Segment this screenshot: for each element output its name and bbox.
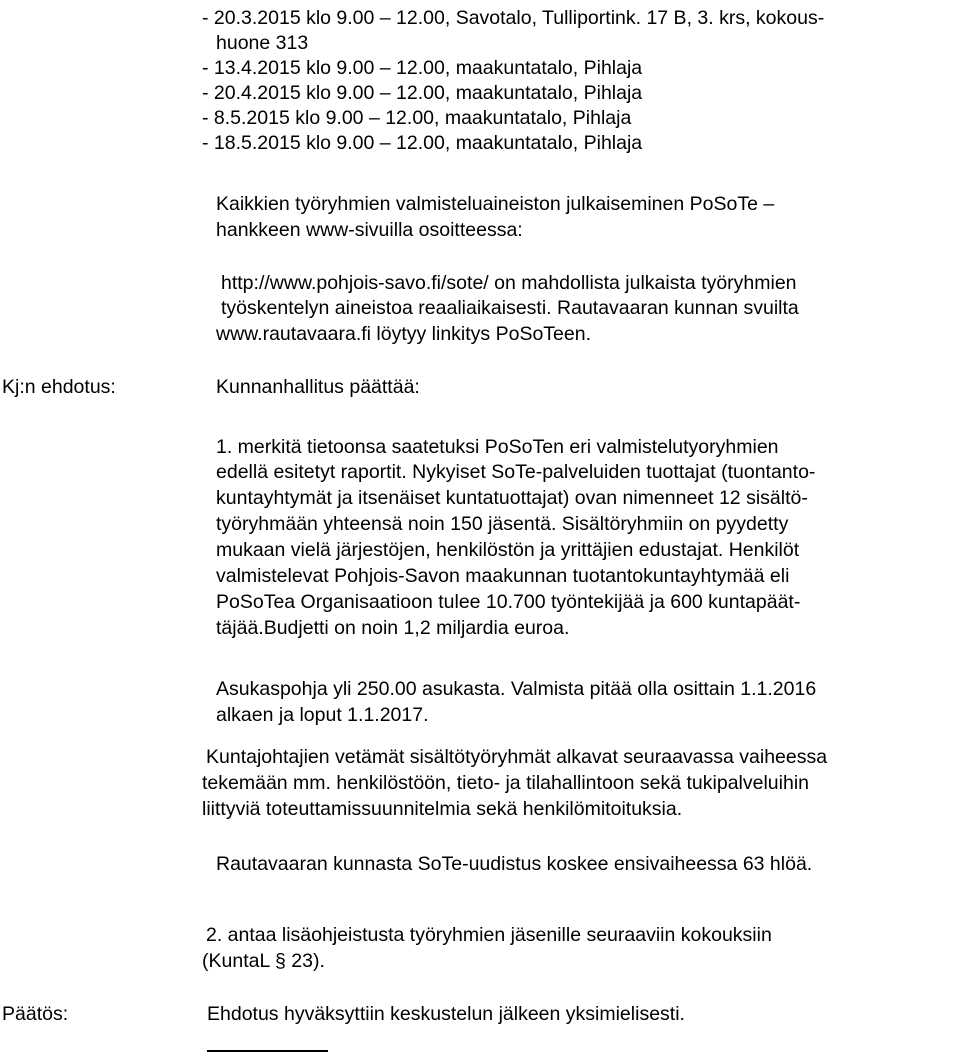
publication-line: hankkeen www-sivuilla osoitteessa: — [216, 219, 523, 241]
url-line: http://www.pohjois-savo.fi/sote/ on mahdollista julkaista työryhmien — [221, 272, 797, 294]
population-line: alkaen ja loput 1.1.2017. — [216, 704, 429, 726]
item1-line: 1. merkitä tietoonsa saatetuksi PoSoTen eri valmistelutyoryhmien — [216, 436, 779, 458]
rautavaara-line: Rautavaaran kunnasta SoTe-uudistus koskee ensivaiheessa 63 hlöä. — [216, 853, 813, 875]
managers-line: liittyviä toteuttamissuunnitelmia sekä henkilömitoituksia. — [202, 798, 683, 820]
schedule-line: - 13.4.2015 klo 9.00 – 12.00, maakuntatalo, Pihlaja — [202, 57, 643, 79]
item2-line: 2. antaa lisäohjeistusta työryhmien jäsenille seuraaviin kokouksiin — [206, 924, 772, 946]
item1-line: valmistelevat Pohjois-Savon maakunnan tuotantokuntayhtymää eli — [216, 565, 790, 587]
schedule-line: - 20.3.2015 klo 9.00 – 12.00, Savotalo, Tulliportink. 17 B, 3. krs, kokous- — [202, 7, 825, 29]
item1-line: edellä esitetyt raportit. Nykyiset SoTe-palveluiden tuottajat (tuontanto- — [216, 461, 816, 483]
signature-rule — [207, 1050, 328, 1052]
publication-line: Kaikkien työryhmien valmisteluaineiston julkaiseminen PoSoTe – — [216, 193, 775, 215]
url-line: työskentelyn aineistoa reaaliaikaisesti. Rautavaaran kunnan svuilta — [221, 297, 799, 319]
item1-line: kuntayhtymät ja itsenäiset kuntatuottajat) ovan nimenneet 12 sisältö- — [216, 487, 808, 509]
item1-line: työryhmään yhteensä noin 150 jäsentä. Sisältöryhmiin on pyydetty — [216, 513, 789, 535]
decision-text: Ehdotus hyväksyttiin keskustelun jälkeen yksimielisesti. — [207, 1003, 685, 1025]
schedule-line: - 8.5.2015 klo 9.00 – 12.00, maakuntatalo, Pihlaja — [202, 107, 632, 129]
item1-line: mukaan vielä järjestöjen, henkilöstön ja yrittäjien edustajat. Henkilöt — [216, 539, 800, 561]
schedule-line: huone 313 — [216, 32, 309, 54]
council-heading: Kunnanhallitus päättää: — [216, 376, 420, 398]
item1-line: täjää.Budjetti on noin 1,2 miljardia euroa. — [216, 617, 570, 639]
item1-line: PoSoTea Organisaatioon tulee 10.700 työntekijää ja 600 kuntapäät- — [216, 591, 801, 613]
item2-line: (KuntaL § 23). — [202, 950, 325, 972]
managers-line: Kuntajohtajien vetämät sisältötyöryhmät alkavat seuraavassa vaiheessa — [206, 746, 828, 768]
population-line: Asukaspohja yli 250.00 asukasta. Valmista pitää olla osittain 1.1.2016 — [216, 678, 817, 700]
url-line: www.rautavaara.fi löytyy linkitys PoSoTeen. — [216, 323, 591, 345]
managers-line: tekemään mm. henkilöstöön, tieto- ja tilahallintoon sekä tukipalveluihin — [202, 772, 810, 794]
schedule-line: - 18.5.2015 klo 9.00 – 12.00, maakuntatalo, Pihlaja — [202, 132, 643, 154]
decision-label: Päätös: — [2, 1003, 69, 1025]
schedule-line: - 20.4.2015 klo 9.00 – 12.00, maakuntatalo, Pihlaja — [202, 82, 643, 104]
proposal-label: Kj:n ehdotus: — [2, 376, 116, 398]
